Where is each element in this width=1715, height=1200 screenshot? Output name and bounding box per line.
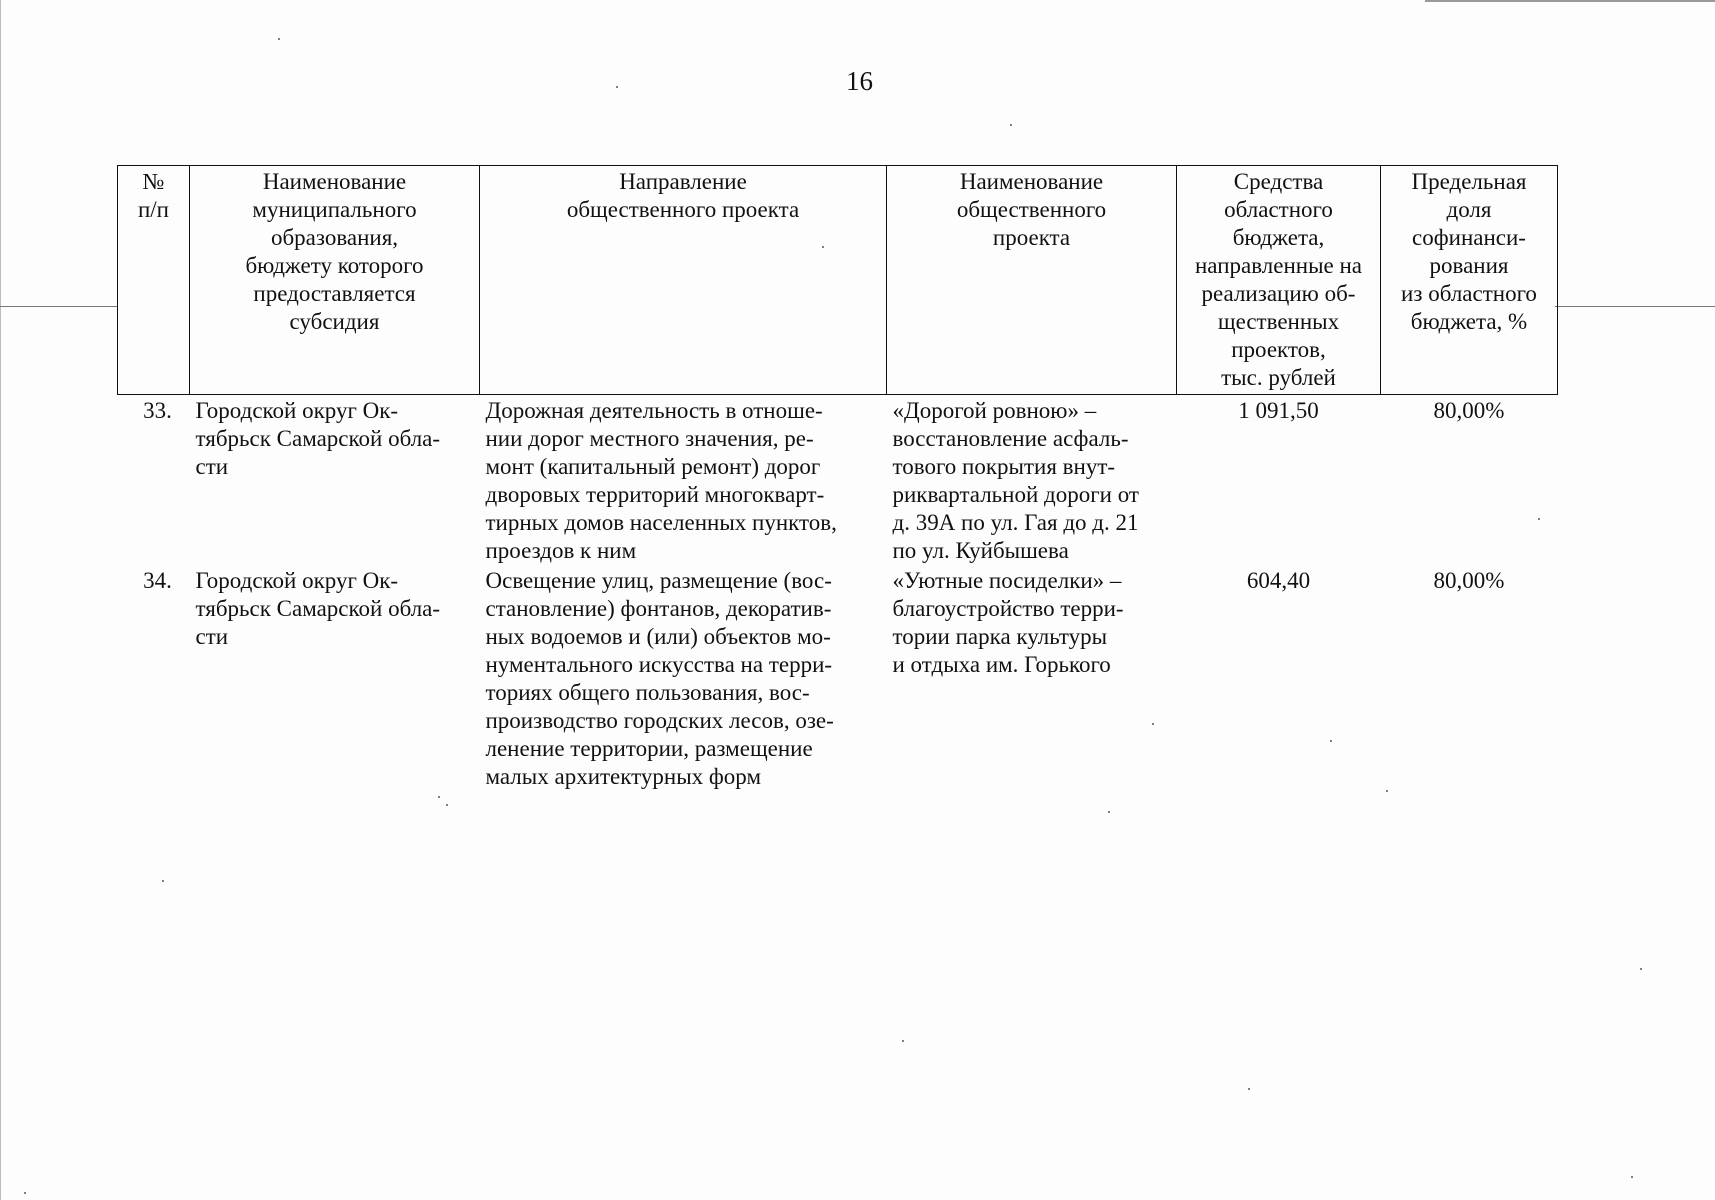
- row-cofinancing-share: 80,00%: [1433, 398, 1505, 423]
- table-header: [118, 166, 1558, 395]
- row-municipality: Городской округ Ок- тябрьск Самарской обла- сти: [195, 398, 441, 479]
- scan-speck: [1108, 811, 1110, 813]
- scan-speck: [1386, 790, 1388, 792]
- row-project-name: «Дорогой ровною» – восстановление асфаль- тового покрытия внут- риквартальной дороги от д. 39А по ул. Гая до д. 21 по ул. Куйбышева: [892, 398, 1139, 563]
- scan-speck: [1631, 1176, 1633, 1178]
- row-regional-funds: 604,40: [1246, 568, 1311, 593]
- scan-speck: [1152, 723, 1154, 725]
- header-project-name: Наименование общественного проекта: [887, 166, 1177, 395]
- scan-speck: [902, 1040, 904, 1042]
- scan-speck: [1330, 740, 1332, 742]
- subsidy-table: [117, 165, 1558, 797]
- scan-speck: [446, 804, 448, 806]
- scan-speck: [438, 796, 440, 798]
- row-direction: Дорожная деятельность в отноше- нии дорог местного значения, ре- монт (капитальный ремонт) дорог дворовых территорий многокварт- тирных домов населенных пунктов, проездов к ним: [485, 398, 837, 563]
- scan-speck: [1640, 968, 1642, 970]
- scan-fold-line-right: [1555, 306, 1715, 307]
- scan-speck: [162, 880, 164, 882]
- table-row: [118, 565, 1558, 797]
- scan-speck: [616, 86, 618, 88]
- scan-fold-line-left: [0, 306, 118, 307]
- header-row: [118, 166, 1558, 395]
- row-regional-funds: 1 091,50: [1238, 398, 1319, 423]
- scan-edge-top: [1425, 0, 1715, 2]
- header-municipality: Наименование муниципального образования, бюджету которого предоставляется субсидия: [190, 166, 480, 395]
- scan-speck: [1538, 518, 1540, 520]
- header-direction: Направление общественного проекта: [480, 166, 887, 395]
- scan-speck: [278, 38, 280, 40]
- scan-speck: [1010, 124, 1012, 126]
- header-cofinancing-share: Предельная доля софинанси- рования из областного бюджета, %: [1381, 166, 1558, 395]
- page-number: 16: [846, 66, 873, 96]
- header-regional-funds: Средства областного бюджета, направленные на реализацию об- щественных проектов, тыс. рублей: [1177, 166, 1381, 395]
- row-number: 33.: [143, 398, 172, 423]
- row-direction: Освещение улиц, размещение (вос- становление) фонтанов, декоратив- ных водоемов и (или) объектов мо- нументального искусства на терри- ториях общего пользования, вос- производство городских лесов, озе- ленение территории, размещение малых архитектурных форм: [485, 568, 834, 789]
- row-project-name: «Уютные посиделки» – благоустройство терри- тории парка культуры и отдыха им. Горького: [892, 568, 1124, 677]
- row-number: 34.: [143, 568, 172, 593]
- row-cofinancing-share: 80,00%: [1433, 568, 1505, 593]
- scan-speck: [822, 246, 824, 248]
- table-row: [118, 395, 1558, 566]
- row-municipality: Городской округ Ок- тябрьск Самарской обла- сти: [195, 568, 441, 649]
- table-body: [118, 395, 1558, 798]
- scan-speck: [24, 1192, 26, 1194]
- scan-speck: [1248, 1088, 1250, 1090]
- header-number: № п/п: [118, 166, 190, 395]
- scan-edge-left: [0, 0, 1, 1200]
